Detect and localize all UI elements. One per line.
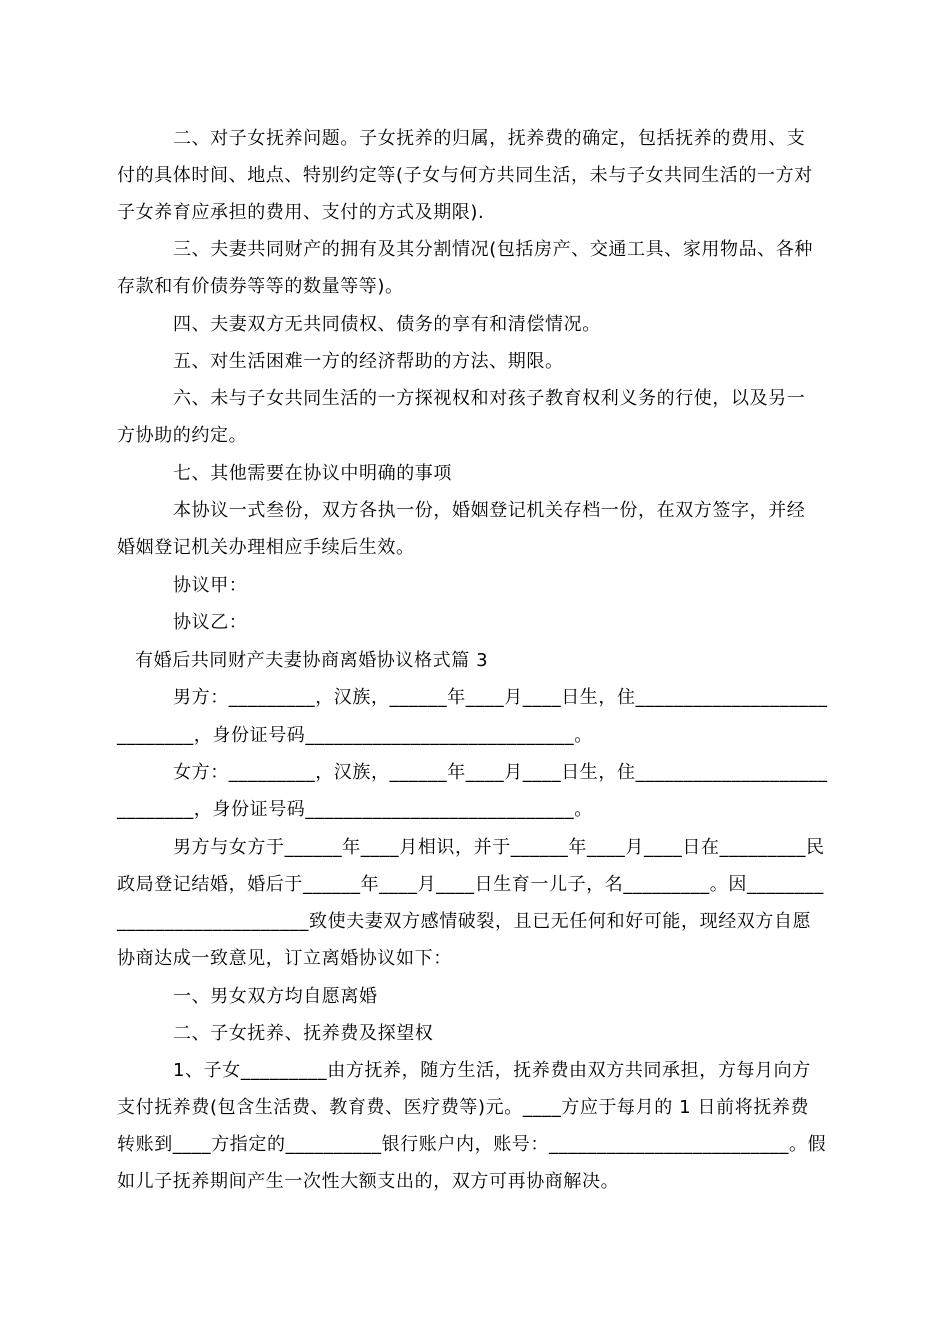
marriage-history-line-4: 协商达成一致意见，订立离婚协议如下： (117, 948, 452, 969)
agreement-effect-line-2: 婚姻登记机关办理相应手续后生效。 (117, 537, 415, 558)
clause-6-line-1: 六、未与子女共同生活的一方探视权和对孩子教育权利义务的行使，以及另一 (173, 388, 806, 409)
marriage-history-line-3: ____________________致使夫妻双方感情破裂，且已无任何和好可能，现经双方自愿 (117, 911, 812, 932)
child-support-line-2: 支付抚养费(包含生活费、教育费、医疗费等)元。____方应于每月的 1 日前将抚养费 (117, 1097, 810, 1118)
party-b-signature-label: 协议乙： (173, 612, 248, 633)
agreement-effect-line-1: 本协议一式叁份，双方各执一份，婚姻登记机关存档一份，在双方签字，并经 (173, 500, 806, 521)
clause-2-line-3: 子女养育应承担的费用、支付的方式及期限). (117, 202, 485, 223)
female-party-info-line-2: ________，身份证号码____________________________。 (117, 799, 593, 820)
clause-7: 七、其他需要在协议中明确的事项 (173, 463, 452, 484)
clause-6-line-2: 方协助的约定。 (117, 425, 248, 446)
marriage-history-line-1: 男方与女方于______年____月相识，并于______年____月____日在_________民 (173, 837, 825, 858)
divorce-clause-1: 一、男女双方均自愿离婚 (173, 986, 378, 1007)
clause-3-line-1: 三、夫妻共同财产的拥有及其分割情况(包括房产、交通工具、家用物品、各种 (173, 239, 814, 260)
clause-5: 五、对生活困难一方的经济帮助的方法、期限。 (173, 351, 564, 372)
clause-2-line-1: 二、对子女抚养问题。子女抚养的归属，抚养费的确定，包括抚养的费用、支 (173, 128, 806, 149)
male-party-info-line-1: 男方：_________，汉族，______年____月____日生，住____________________ (173, 687, 828, 708)
clause-4: 四、夫妻双方无共同债权、债务的享有和清偿情况。 (173, 314, 601, 335)
section-heading: 有婚后共同财产夫妻协商离婚协议格式篇 3 (135, 650, 489, 671)
child-support-line-3: 转账到____方指定的__________银行账户内，账号：_________________________。假 (117, 1134, 827, 1155)
clause-3-line-2: 存款和有价债券等等的数量等等)。 (117, 276, 404, 297)
child-support-line-4: 如儿子抚养期间产生一次性大额支出的，双方可再协商解决。 (117, 1171, 620, 1192)
divorce-clause-2-heading: 二、子女抚养、抚养费及探望权 (173, 1023, 434, 1044)
female-party-info-line-1: 女方：_________，汉族，______年____月____日生，住____________________ (173, 762, 828, 783)
male-party-info-line-2: ________，身份证号码____________________________。 (117, 725, 593, 746)
party-a-signature-label: 协议甲： (173, 575, 248, 596)
child-support-line-1: 1、子女_________由方抚养，随方生活，抚养费由双方共同承担，方每月向方 (173, 1060, 811, 1081)
marriage-history-line-2: 政局登记结婚，婚后于______年____月____日生育一儿子，名_________。因________ (117, 874, 824, 895)
clause-2-line-2: 付的具体时间、地点、特别约定等(子女与何方共同生活，未与子女共同生活的一方对 (117, 165, 813, 186)
